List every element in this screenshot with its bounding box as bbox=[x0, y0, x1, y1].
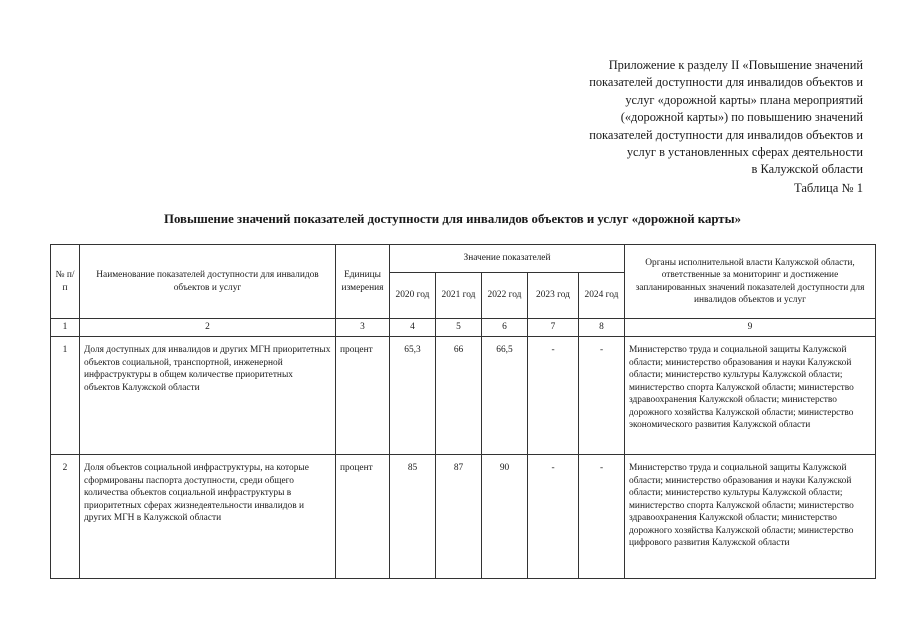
indicator-name: Доля объектов социальной инфраструктуры, на которые сформированы паспорта доступности, среди общего количества объектов социальной инфраструктуры в приоритетных сферах жизнедеятельности инвалидов и других МГН в Калужской области bbox=[80, 455, 336, 579]
value-2020: 65,3 bbox=[390, 337, 436, 455]
header-year: 2020 год bbox=[390, 273, 436, 319]
appendix-line: показателей доступности для инвалидов объектов и bbox=[589, 75, 863, 90]
header-orgs: Органы исполнительной власти Калужской области, ответственные за мониторинг и достижение запланированных значений показателей доступности для инвалидов объектов и услуг bbox=[625, 245, 876, 319]
indicator-unit: процент bbox=[336, 455, 390, 579]
appendix-line: в Калужской области bbox=[751, 162, 863, 177]
column-number: 5 bbox=[436, 319, 482, 337]
header-year: 2024 год bbox=[579, 273, 625, 319]
header-num: № п/п bbox=[51, 245, 80, 319]
header-values-group: Значение показателей bbox=[390, 245, 625, 273]
header-year: 2021 год bbox=[436, 273, 482, 319]
appendix-line: услуг в установленных сферах деятельности bbox=[626, 145, 863, 160]
header-year: 2023 год bbox=[528, 273, 579, 319]
value-2024: - bbox=[579, 455, 625, 579]
indicators-table bbox=[50, 244, 876, 579]
column-number: 3 bbox=[336, 319, 390, 337]
value-2023: - bbox=[528, 455, 579, 579]
table-row bbox=[51, 455, 876, 579]
table-row bbox=[51, 337, 876, 455]
indicator-unit: процент bbox=[336, 337, 390, 455]
value-2021: 87 bbox=[436, 455, 482, 579]
value-2023: - bbox=[528, 337, 579, 455]
value-2022: 90 bbox=[482, 455, 528, 579]
row-number: 1 bbox=[51, 337, 80, 455]
column-number: 6 bbox=[482, 319, 528, 337]
appendix-note bbox=[523, 57, 863, 179]
header-name: Наименование показателей доступности для инвалидов объектов и услуг bbox=[80, 245, 336, 319]
responsible-orgs: Министерство труда и социальной защиты Калужской области; министерство образования и науки Калужской области; министерство культуры Калужской области; министерство спорта Калужской области; министерство здравоохранения Калужской области; министерство дорожного хозяйства Калужской области; министерство экономического развития Калужской области bbox=[625, 337, 876, 455]
appendix-line: показателей доступности для инвалидов объектов и bbox=[589, 127, 863, 142]
column-number: 2 bbox=[80, 319, 336, 337]
column-number: 9 bbox=[625, 319, 876, 337]
column-number: 4 bbox=[390, 319, 436, 337]
document-title: Повышение значений показателей доступности для инвалидов объектов и услуг «дорожной карты» bbox=[164, 212, 741, 226]
appendix-line: услуг «дорожной карты» плана мероприятий bbox=[625, 92, 863, 107]
header-year: 2022 год bbox=[482, 273, 528, 319]
appendix-line: Приложение к разделу II «Повышение значений bbox=[608, 58, 863, 72]
column-number: 1 bbox=[51, 319, 80, 337]
indicator-name: Доля доступных для инвалидов и других МГН приоритетных объектов социальной, транспортной, инженерной инфраструктуры в общем количестве приоритетных объектов Калужской области bbox=[80, 337, 336, 455]
header-unit: Единицы измерения bbox=[336, 245, 390, 319]
value-2022: 66,5 bbox=[482, 337, 528, 455]
value-2021: 66 bbox=[436, 337, 482, 455]
column-number: 8 bbox=[579, 319, 625, 337]
appendix-line: («дорожной карты») по повышению значений bbox=[620, 110, 863, 125]
value-2024: - bbox=[579, 337, 625, 455]
table-number: Таблица № 1 bbox=[793, 181, 863, 195]
row-number: 2 bbox=[51, 455, 80, 579]
column-numbers-row bbox=[51, 319, 876, 337]
responsible-orgs: Министерство труда и социальной защиты Калужской области; министерство образования и науки Калужской области; министерство культуры Калужской области; министерство спорта Калужской области; министерство здравоохранения Калужской области; министерство дорожного хозяйства Калужской области; министерство цифрового развития Калужской области bbox=[625, 455, 876, 579]
value-2020: 85 bbox=[390, 455, 436, 579]
column-number: 7 bbox=[528, 319, 579, 337]
